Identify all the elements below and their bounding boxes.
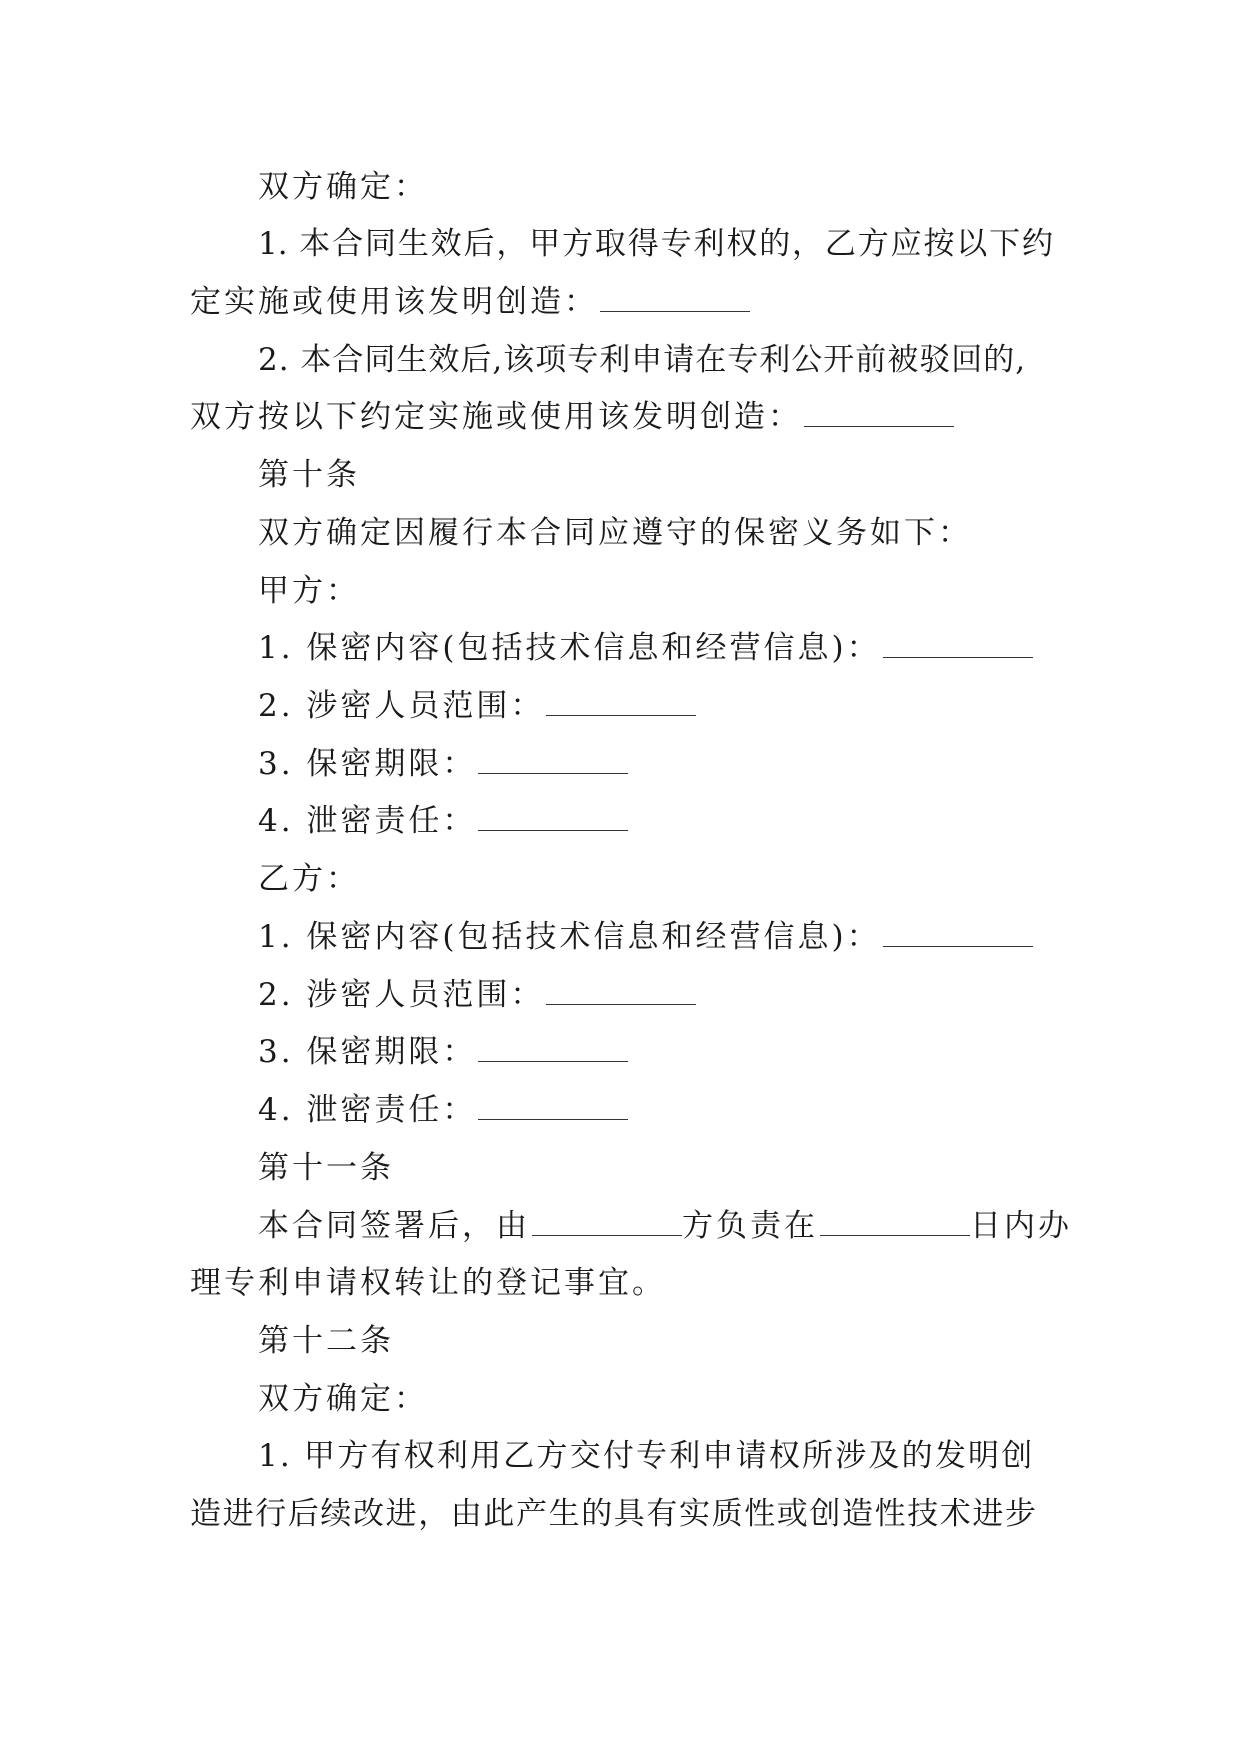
list-item: 2. 涉密人员范围： <box>258 686 696 726</box>
party-label: 甲方： <box>258 573 360 609</box>
fill-in-blank[interactable] <box>883 629 1033 658</box>
section-heading: 第十一条 <box>258 1150 394 1186</box>
paragraph: 双方确定： <box>258 1381 428 1417</box>
paragraph: 双方确定因履行本合同应遵守的保密义务如下： <box>258 515 972 551</box>
list-item: 3. 保密期限： <box>258 744 628 784</box>
paragraph: 2. 本合同生效后,该项专利申请在专利公开前被驳回的, <box>258 342 1027 378</box>
list-item: 1. 保密内容(包括技术信息和经营信息)： <box>258 628 1033 668</box>
section-heading: 第十条 <box>258 457 360 493</box>
party-label: 乙方： <box>258 861 360 897</box>
fill-in-blank[interactable] <box>883 918 1033 947</box>
fill-in-blank[interactable] <box>478 745 628 774</box>
fill-in-blank[interactable] <box>820 1207 970 1236</box>
paragraph: 造进行后续改进，由此产生的具有实质性或创造性技术进步 <box>190 1496 1038 1532</box>
paragraph: 1. 本合同生效后，甲方取得专利权的，乙方应按以下约 <box>258 226 1053 262</box>
paragraph: 双方按以下约定实施或使用该发明创造： <box>190 397 954 437</box>
fill-in-blank[interactable] <box>546 687 696 716</box>
fill-in-blank[interactable] <box>600 283 750 312</box>
paragraph: 双方确定： <box>258 169 428 205</box>
list-item: 4. 泄密责任： <box>258 1090 628 1130</box>
list-item: 2. 涉密人员范围： <box>258 975 696 1015</box>
fill-in-blank[interactable] <box>478 1033 628 1062</box>
fill-in-blank[interactable] <box>478 1091 628 1120</box>
fill-in-blank[interactable] <box>478 802 628 831</box>
paragraph: 1. 甲方有权利用乙方交付专利申请权所涉及的发明创 <box>258 1438 1035 1474</box>
section-heading: 第十二条 <box>258 1323 394 1359</box>
fill-in-blank[interactable] <box>546 976 696 1005</box>
paragraph: 本合同签署后，由 方负责在 日内办 <box>258 1208 1072 1244</box>
fill-in-blank[interactable] <box>804 398 954 427</box>
paragraph: 定实施或使用该发明创造： <box>190 282 750 322</box>
paragraph: 理专利申请权转让的登记事宜。 <box>190 1265 666 1301</box>
list-item: 3. 保密期限： <box>258 1032 628 1072</box>
list-item: 1. 保密内容(包括技术信息和经营信息)： <box>258 917 1033 957</box>
fill-in-blank[interactable] <box>532 1207 682 1236</box>
list-item: 4. 泄密责任： <box>258 801 628 841</box>
